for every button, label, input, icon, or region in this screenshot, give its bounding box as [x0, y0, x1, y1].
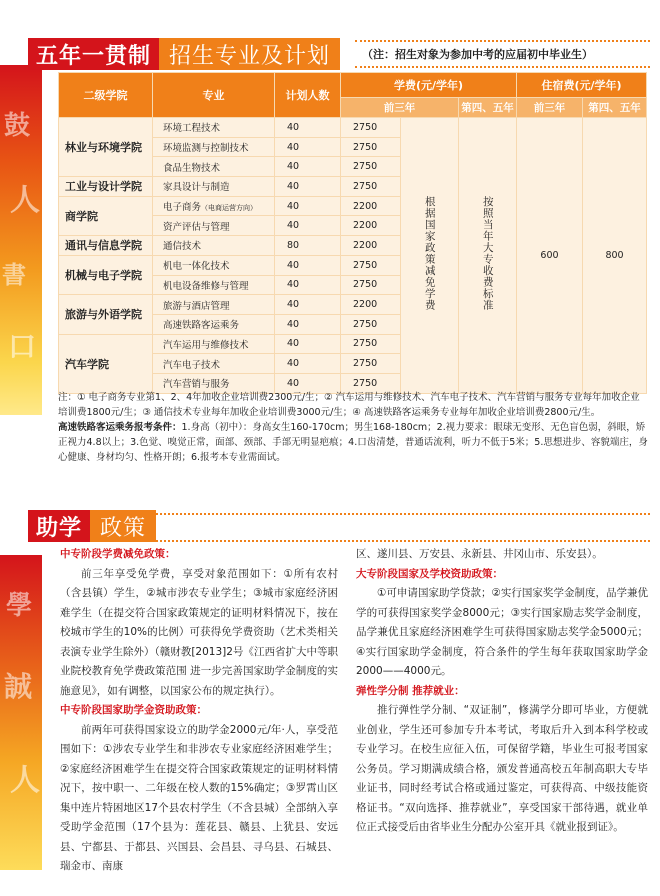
table-row [59, 118, 647, 138]
major-label: 汽车运用与维修技术 [163, 339, 249, 351]
decorative-strip-top [0, 65, 42, 415]
plan-count: 40 [275, 118, 341, 138]
decor-glyph: 書 [2, 260, 26, 289]
tuition-fee: 2750 [341, 354, 401, 374]
fee-standard-note-text: 按照当年大专收费标准 [481, 196, 494, 312]
major-name [153, 334, 275, 354]
major-name [153, 295, 275, 315]
lodging-first-fee [517, 118, 583, 394]
major-name [153, 118, 275, 138]
section-title-main: 助学 [28, 510, 90, 542]
major-name [153, 196, 275, 216]
major-name [153, 216, 275, 236]
plan-count: 40 [275, 157, 341, 177]
major-label: 通信技术 [163, 241, 202, 253]
decor-glyph: 口 [8, 330, 37, 363]
major-label: 资产评估与管理 [163, 221, 230, 233]
major-label: 汽车电子技术 [163, 359, 221, 371]
major-name [153, 275, 275, 295]
plan-count: 40 [275, 255, 341, 275]
major-name [153, 255, 275, 275]
college-name: 林业与环境学院 [59, 118, 153, 177]
major-name [153, 177, 275, 197]
dotted-divider [355, 66, 650, 68]
th-plan: 计划人数 [275, 73, 341, 118]
major-name [153, 137, 275, 157]
lodging-first-fee-text: 600 [540, 249, 559, 261]
policy-heading-credit: 弹性学分制 推荐就业： [356, 684, 465, 697]
th-lodging: 住宿费(元/学年) [517, 73, 647, 98]
plan-count: 40 [275, 137, 341, 157]
plan-count: 40 [275, 334, 341, 354]
college-name: 汽车学院 [59, 334, 153, 393]
policy-text-grant-cont: 区、遂川县、万安县、永新县、井冈山市、乐安县）。 [356, 548, 603, 560]
decor-glyph: 誠 [4, 670, 33, 703]
policy-text-credit: 推行弹性学分制、“双证制”，修满学分即可毕业，方便就业创业，学生还可参加专升本考试，考取后升入到本科学校或专业学习。在校生应征入伍，可保留学籍，毕业生可报考国家公务员。学习期满成绩合格，颁发普通高校五年制高职大专毕业证书，同时经考试合格或通过鉴定，可获得高、中级技能资格证书。“双向选择、推荐就业”，享受国家干部待遇，就业单位正式接受后由省毕业生分配办公室开具《就业报到证》。 [356, 704, 648, 833]
footnote-requirements [58, 420, 648, 465]
dotted-divider [148, 540, 650, 542]
major-name [153, 314, 275, 334]
policy-text-college: ①可申请国家助学贷款；②实行国家奖学金制度，品学兼优学的可获得国家奖学金8000元；③实行国家励志奖学金制度，品学兼优且家庭经济困难学生可获得国家励志奖学金5000元；④实行国家助学金制度，符合条件的学生每年获取国家助学金2000——4000元。 [356, 587, 648, 677]
tuition-fee: 2750 [341, 373, 401, 393]
policy-text-grant: 前两年可获得国家设立的助学金2000元/年·人，享受范围如下：①涉农专业学生和非涉农专业家庭经济困难学生；②家庭经济困难学生在提交符合国家政策规定的证明材料情况下，按中职一、二年级在校人数的15%确定；③罗霄山区集中连片特困地区17个县农村学生（不含县城）全部纳入享受助学金范围（17个县为：莲花县、赣县、上犹县、安远县、宁都县、于都县、兴国县、会昌县、寻乌县、石城县、瑞金市、南康 [60, 723, 338, 872]
lodging-later-fee-text: 800 [605, 249, 624, 261]
tuition-fee: 2750 [341, 137, 401, 157]
dotted-divider [355, 40, 650, 42]
policy-heading-grant: 中专阶段国家助学金资助政策： [60, 704, 207, 716]
major-label: 机电一体化技术 [163, 261, 230, 273]
major-label: 家具设计与制造 [163, 182, 230, 194]
policy-text-tuition: 前三年享受免学费，享受对象范围如下：①所有农村（含县镇）学生，②城市涉农专业学生；③城市家庭经济困难学生（在提交符合国家政策规定的证明材料情况下，按在校城市学生的10%的比例）可获得免学费资助（艺术类相关表演专业学生除外）（赣财教[2013]2号《江西省扩大中等职业院校教育免学费政策范围 进一步完善国家助学金制度的实施意见》，如有调整，以国家公布的规定执行）。 [60, 567, 338, 697]
tuition-fee: 2750 [341, 275, 401, 295]
tuition-fee: 2750 [341, 334, 401, 354]
major-label: 旅游与酒店管理 [163, 300, 230, 312]
major-label: 食品生物技术 [163, 162, 221, 174]
th-tuition-later: 第四、五年 [459, 98, 517, 118]
plan-count: 80 [275, 236, 341, 256]
decor-glyph: 鼓 [4, 111, 31, 141]
plan-count: 40 [275, 177, 341, 197]
plan-count: 40 [275, 373, 341, 393]
th-major: 专业 [153, 73, 275, 118]
plan-count: 40 [275, 216, 341, 236]
major-label: 机电设备维修与管理 [163, 280, 249, 292]
footnote-fees: 注：① 电子商务专业第1、2、4年加收企业培训费2300元/生；② 汽车运用与维修技术、汽车电子技术、汽车营销与服务专业每年加收企业培训费1800元/生；③ 通信技术专业每年加收企业培训费3000元/生；④ 高速铁路客运乘务专业每年加收企业培训费2800元/生。 [58, 392, 640, 418]
enrollment-table-body [59, 118, 647, 394]
tuition-fee: 2200 [341, 196, 401, 216]
requirements-text: 1.身高（初中）：身高女生160-170cm；男生168-180cm；2.视力要求：眼球无变形、无色盲色弱，斜眼，矫正视力4.8以上；3.色觉、嗅觉正常，面部、颈部、手部无明显疤痕；4.口齿清楚，普通话流利，听力不低于5米；5.思想进步、容貌端庄，身心健康、身材均匀、性格开朗；6.报考本专业需面试。 [58, 422, 648, 463]
major-name [153, 157, 275, 177]
tuition-fee: 2750 [341, 157, 401, 177]
plan-count: 40 [275, 196, 341, 216]
policy-heading-college: 大专阶段国家及学校资助政策： [356, 567, 503, 580]
major-label: 高速铁路客运乘务 [163, 320, 240, 332]
major-label: 汽车营销与服务 [163, 379, 230, 391]
section-title-sub: 政策 [90, 510, 156, 542]
college-name: 工业与设计学院 [59, 177, 153, 197]
dotted-divider [148, 513, 650, 515]
major-label: 环境监测与控制技术 [163, 143, 249, 155]
section-header-aid [28, 510, 156, 542]
policy-heading-tuition: 中专阶段学费减免政策： [60, 548, 176, 560]
tuition-later-policy [401, 118, 459, 394]
policy-column-left [60, 545, 338, 877]
decor-glyph: 學 [6, 591, 33, 621]
section-title-sub: 招生专业及计划 [159, 38, 340, 70]
tuition-later-policy-text: 根据国家政策减免学费 [423, 196, 436, 312]
major-name [153, 236, 275, 256]
major-label: 环境工程技术 [163, 123, 221, 135]
enrollment-note: （注：招生对象为参加中考的应届初中毕业生） [362, 48, 593, 61]
th-tuition-first: 前三年 [341, 98, 459, 118]
college-name: 旅游与外语学院 [59, 295, 153, 334]
th-lodging-later: 第四、五年 [583, 98, 647, 118]
major-name [153, 354, 275, 374]
tuition-fee: 2200 [341, 295, 401, 315]
th-college: 二级学院 [59, 73, 153, 118]
decor-glyph: 人 [10, 183, 40, 218]
tuition-fee: 2750 [341, 255, 401, 275]
decor-glyph: 人 [10, 763, 40, 798]
college-name: 商学院 [59, 196, 153, 235]
fee-standard-note [459, 118, 517, 394]
section-header-enrollment [28, 38, 340, 70]
major-tag: （电商运营方向） [201, 204, 258, 213]
tuition-fee: 2750 [341, 118, 401, 138]
tuition-fee: 2200 [341, 216, 401, 236]
college-name: 机械与电子学院 [59, 255, 153, 294]
plan-count: 40 [275, 354, 341, 374]
tuition-fee: 2750 [341, 177, 401, 197]
plan-count: 40 [275, 314, 341, 334]
tuition-fee: 2750 [341, 314, 401, 334]
enrollment-table [58, 72, 647, 394]
decorative-strip-bottom [0, 555, 42, 870]
th-lodging-first: 前三年 [517, 98, 583, 118]
requirements-label: 高速铁路客运乘务报考条件： [58, 422, 182, 433]
college-name: 通讯与信息学院 [59, 236, 153, 256]
th-tuition: 学费(元/学年) [341, 73, 517, 98]
tuition-fee: 2200 [341, 236, 401, 256]
lodging-later-fee [583, 118, 647, 394]
plan-count: 40 [275, 295, 341, 315]
policy-column-right [356, 545, 648, 838]
major-label: 电子商务 [163, 202, 202, 214]
table-footnote [58, 390, 648, 465]
section-title-main: 五年一贯制 [28, 38, 159, 70]
plan-count: 40 [275, 275, 341, 295]
